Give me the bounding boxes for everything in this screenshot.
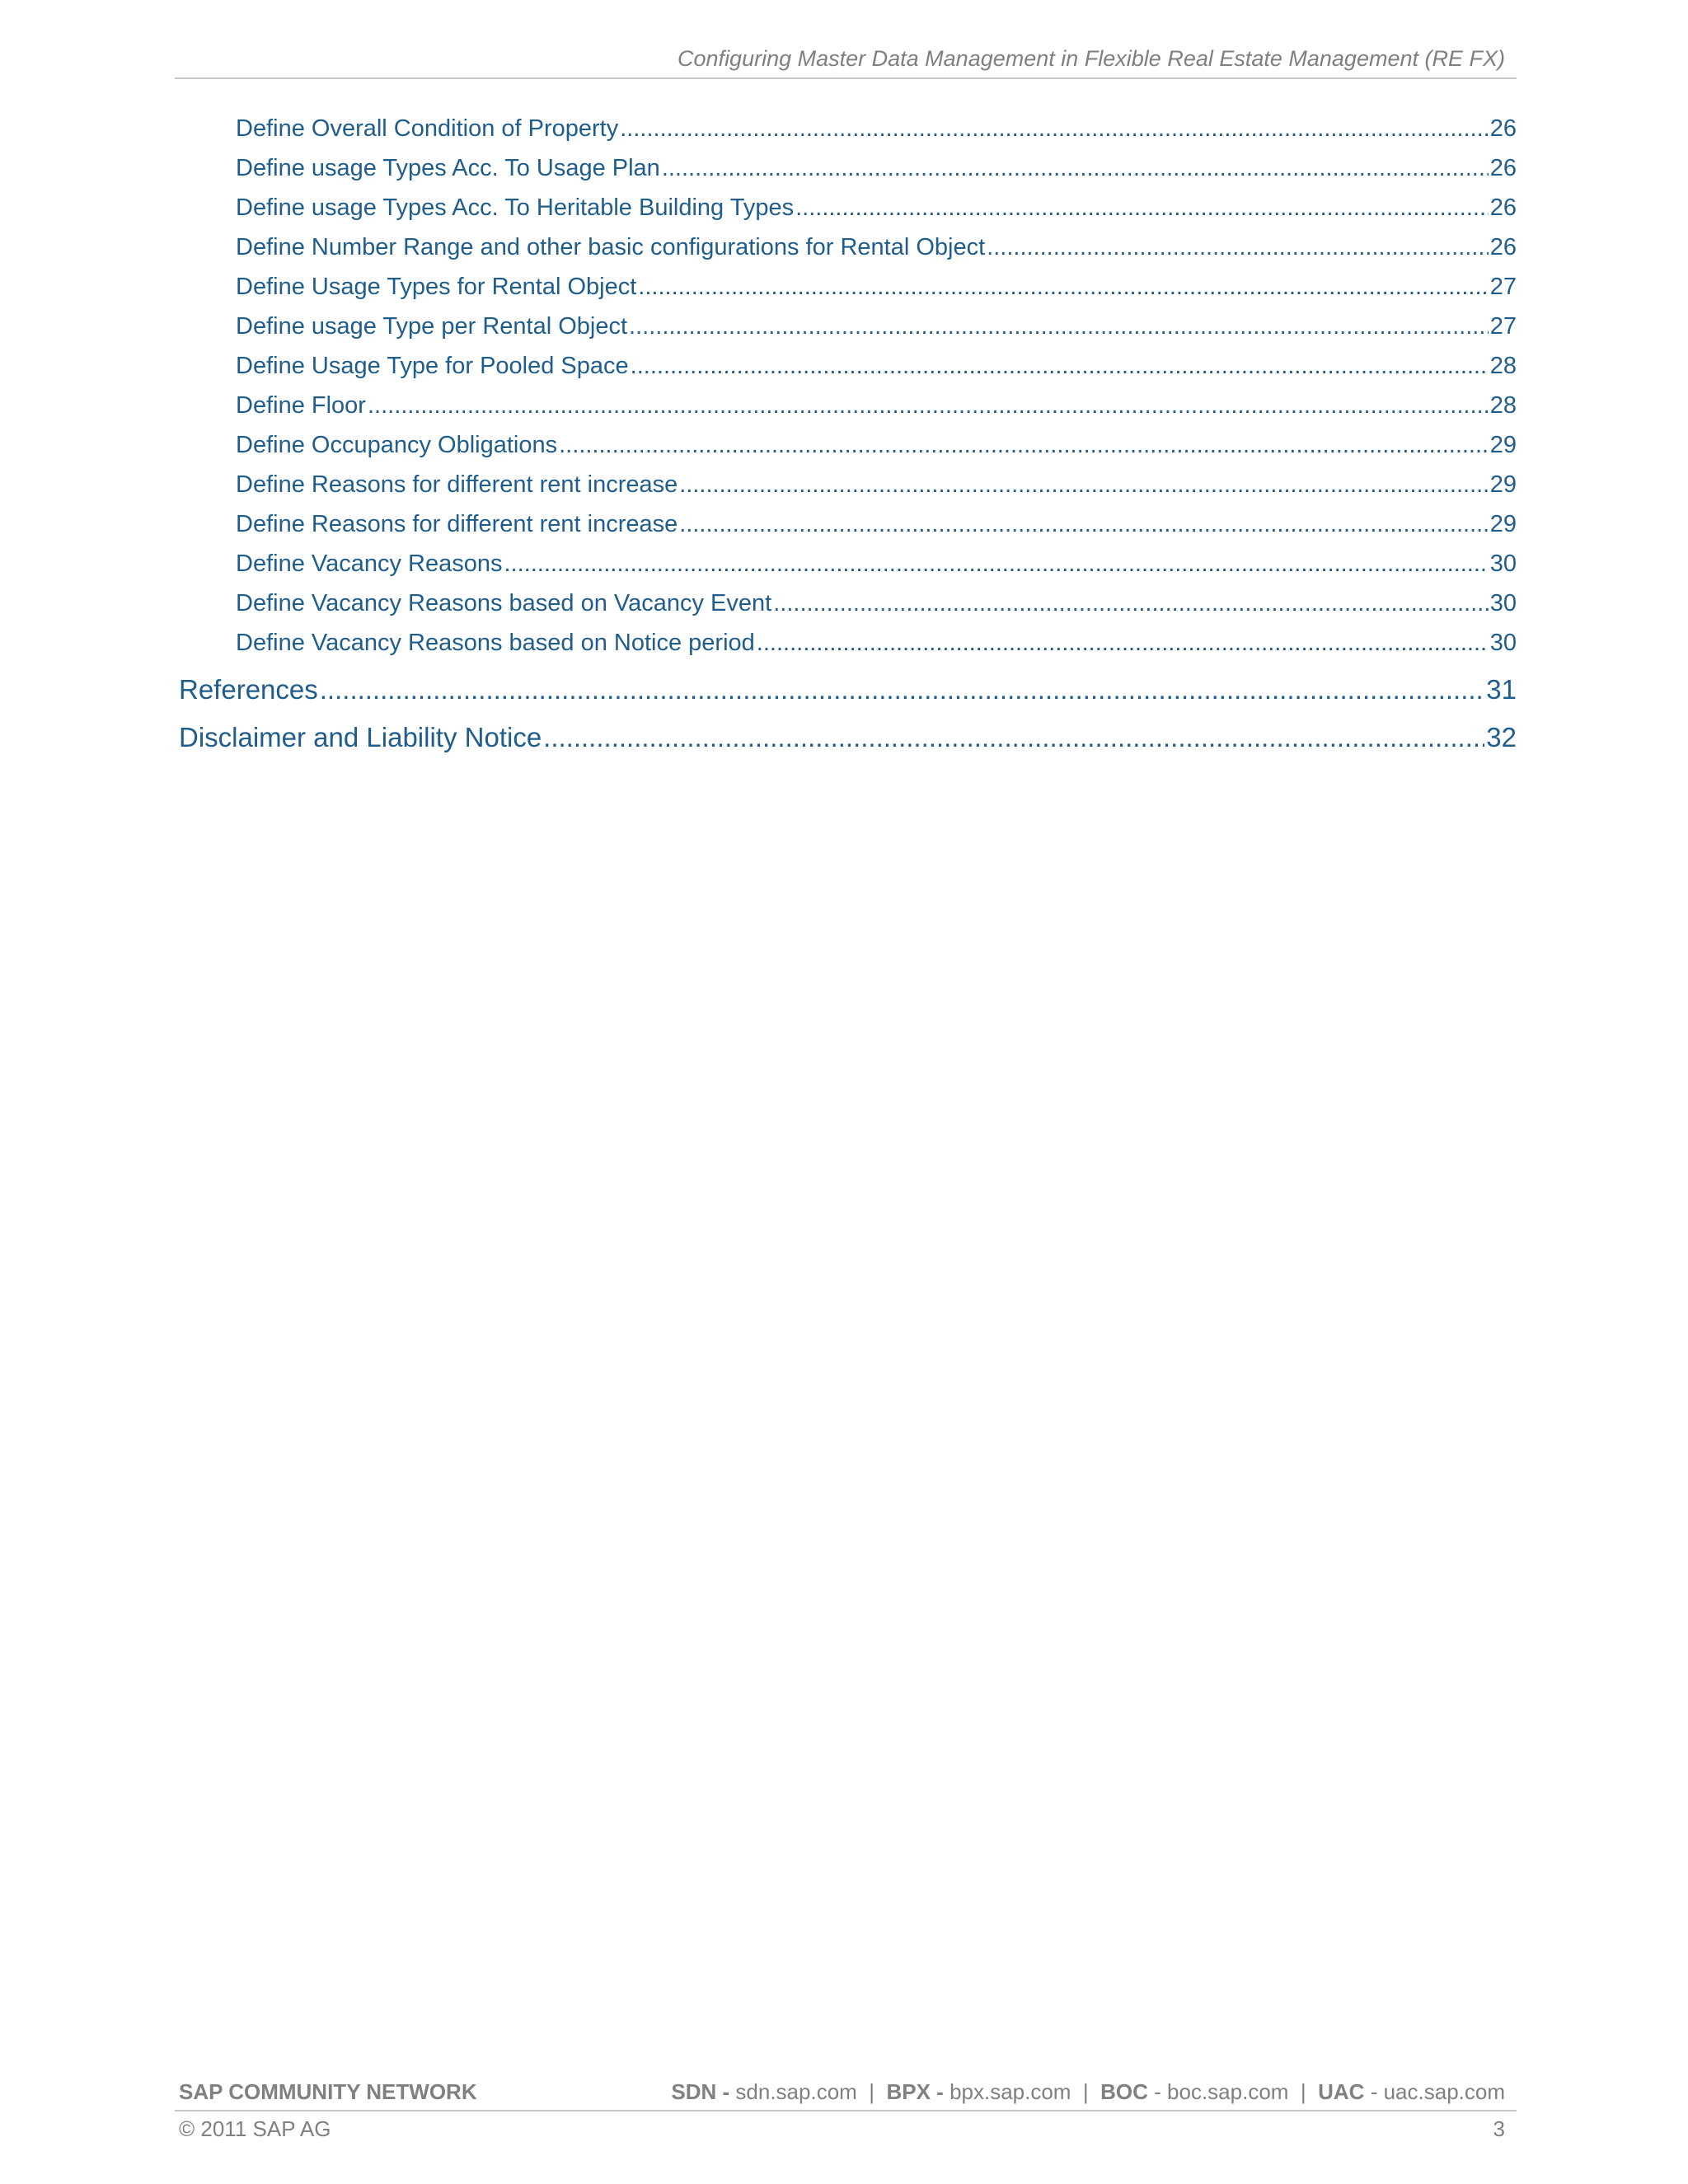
footer-uac-link[interactable]: - uac.sap.com (1370, 2079, 1505, 2104)
toc-entry[interactable] (236, 471, 1517, 499)
header-divider (175, 77, 1517, 79)
toc-entry-page: 30 (1489, 630, 1517, 656)
footer-links (671, 2079, 1505, 2105)
toc-entry-page: 30 (1489, 551, 1517, 577)
toc-entry-label: Define Vacancy Reasons (236, 551, 503, 577)
copyright-notice: © 2011 SAP AG (179, 2116, 331, 2141)
toc-leader-dots (662, 155, 1489, 182)
toc-section-label: Disclaimer and Liability Notice (179, 722, 542, 752)
toc-leader-dots (368, 392, 1489, 419)
toc-entry-label: Define Vacancy Reasons based on Vacancy Event (236, 590, 772, 616)
toc-section-page: 31 (1486, 674, 1517, 705)
toc-entry-page: 29 (1489, 511, 1517, 537)
toc-entry-page: 28 (1489, 353, 1517, 379)
toc-entry-label: Define usage Type per Rental Object (236, 313, 628, 340)
toc-entry[interactable] (236, 234, 1517, 261)
footer-separator: | (869, 2079, 875, 2104)
footer-network-name: SAP COMMUNITY NETWORK (179, 2079, 477, 2104)
toc-entry-label: Define Number Range and other basic configurations for Rental Object (236, 234, 986, 260)
toc-entry[interactable] (236, 432, 1517, 459)
toc-entry-page: 27 (1489, 313, 1517, 340)
toc-leader-dots (679, 471, 1488, 499)
toc-entry[interactable] (236, 115, 1517, 143)
footer-separator: | (1082, 2079, 1089, 2104)
toc-entry[interactable] (236, 630, 1517, 657)
toc-entry-label: Define Overall Condition of Property (236, 115, 619, 142)
toc-entry-page: 30 (1489, 590, 1517, 616)
footer-boc-link[interactable]: - boc.sap.com (1154, 2079, 1289, 2104)
toc-entry[interactable] (236, 353, 1517, 380)
toc-entry-page: 26 (1489, 155, 1517, 181)
toc-entry-label: Define Occupancy Obligations (236, 432, 558, 458)
toc-leader-dots (620, 115, 1489, 143)
toc-entry-page: 26 (1489, 194, 1517, 221)
footer-bpx-label: BPX - (886, 2079, 944, 2104)
footer-uac-label: UAC (1318, 2079, 1365, 2104)
toc-entry[interactable] (236, 155, 1517, 182)
toc-section-label: References (179, 674, 318, 705)
footer-sdn-label: SDN - (671, 2079, 730, 2104)
footer-divider (175, 2110, 1517, 2111)
toc-section[interactable] (179, 722, 1517, 753)
footer-sdn-link[interactable]: sdn.sap.com (735, 2079, 857, 2104)
toc-entry[interactable] (236, 313, 1517, 340)
toc-entry-label: Define usage Types Acc. To Usage Plan (236, 155, 660, 181)
toc-entry-label: Define usage Types Acc. To Heritable Building Types (236, 194, 795, 221)
toc-leader-dots (757, 630, 1489, 657)
toc-entry-label: Define Usage Types for Rental Object (236, 274, 637, 300)
toc-leader-dots (795, 194, 1489, 222)
toc-leader-dots (629, 313, 1489, 340)
toc-leader-dots (631, 353, 1489, 380)
toc-entry-label: Define Reasons for different rent increase (236, 511, 678, 537)
toc-entry-page: 27 (1489, 274, 1517, 300)
toc-leader-dots (559, 432, 1489, 459)
toc-entry[interactable] (236, 274, 1517, 301)
toc-entry-page: 29 (1489, 471, 1517, 498)
toc-entry-label: Define Vacancy Reasons based on Notice period (236, 630, 755, 656)
toc-leader-dots (638, 274, 1488, 301)
toc-entry[interactable] (236, 590, 1517, 617)
footer-bpx-link[interactable]: bpx.sap.com (950, 2079, 1071, 2104)
document-header-title: Configuring Master Data Management in Flexible Real Estate Management (RE FX) (678, 46, 1505, 71)
toc-leader-dots (679, 511, 1488, 538)
toc-leader-dots (773, 590, 1489, 617)
toc-leader-dots (543, 722, 1484, 753)
toc-section[interactable] (179, 674, 1517, 705)
toc-leader-dots (504, 551, 1488, 578)
toc-entry-page: 26 (1489, 234, 1517, 260)
toc-entry[interactable] (236, 194, 1517, 222)
toc-entry-page: 28 (1489, 392, 1517, 419)
toc-leader-dots (320, 674, 1485, 705)
toc-entry-label: Define Reasons for different rent increase (236, 471, 678, 498)
footer-boc-label: BOC (1100, 2079, 1148, 2104)
toc-entry[interactable] (236, 551, 1517, 578)
toc-entry-page: 29 (1489, 432, 1517, 458)
toc-entry-label: Define Floor (236, 392, 366, 419)
footer-separator: | (1300, 2079, 1306, 2104)
page-number: 3 (1493, 2116, 1505, 2141)
toc-entry-page: 26 (1489, 115, 1517, 142)
toc-entry[interactable] (236, 392, 1517, 419)
toc-section-page: 32 (1486, 722, 1517, 752)
toc-entry-label: Define Usage Type for Pooled Space (236, 353, 629, 379)
toc-entry[interactable] (236, 511, 1517, 538)
toc-leader-dots (987, 234, 1489, 261)
